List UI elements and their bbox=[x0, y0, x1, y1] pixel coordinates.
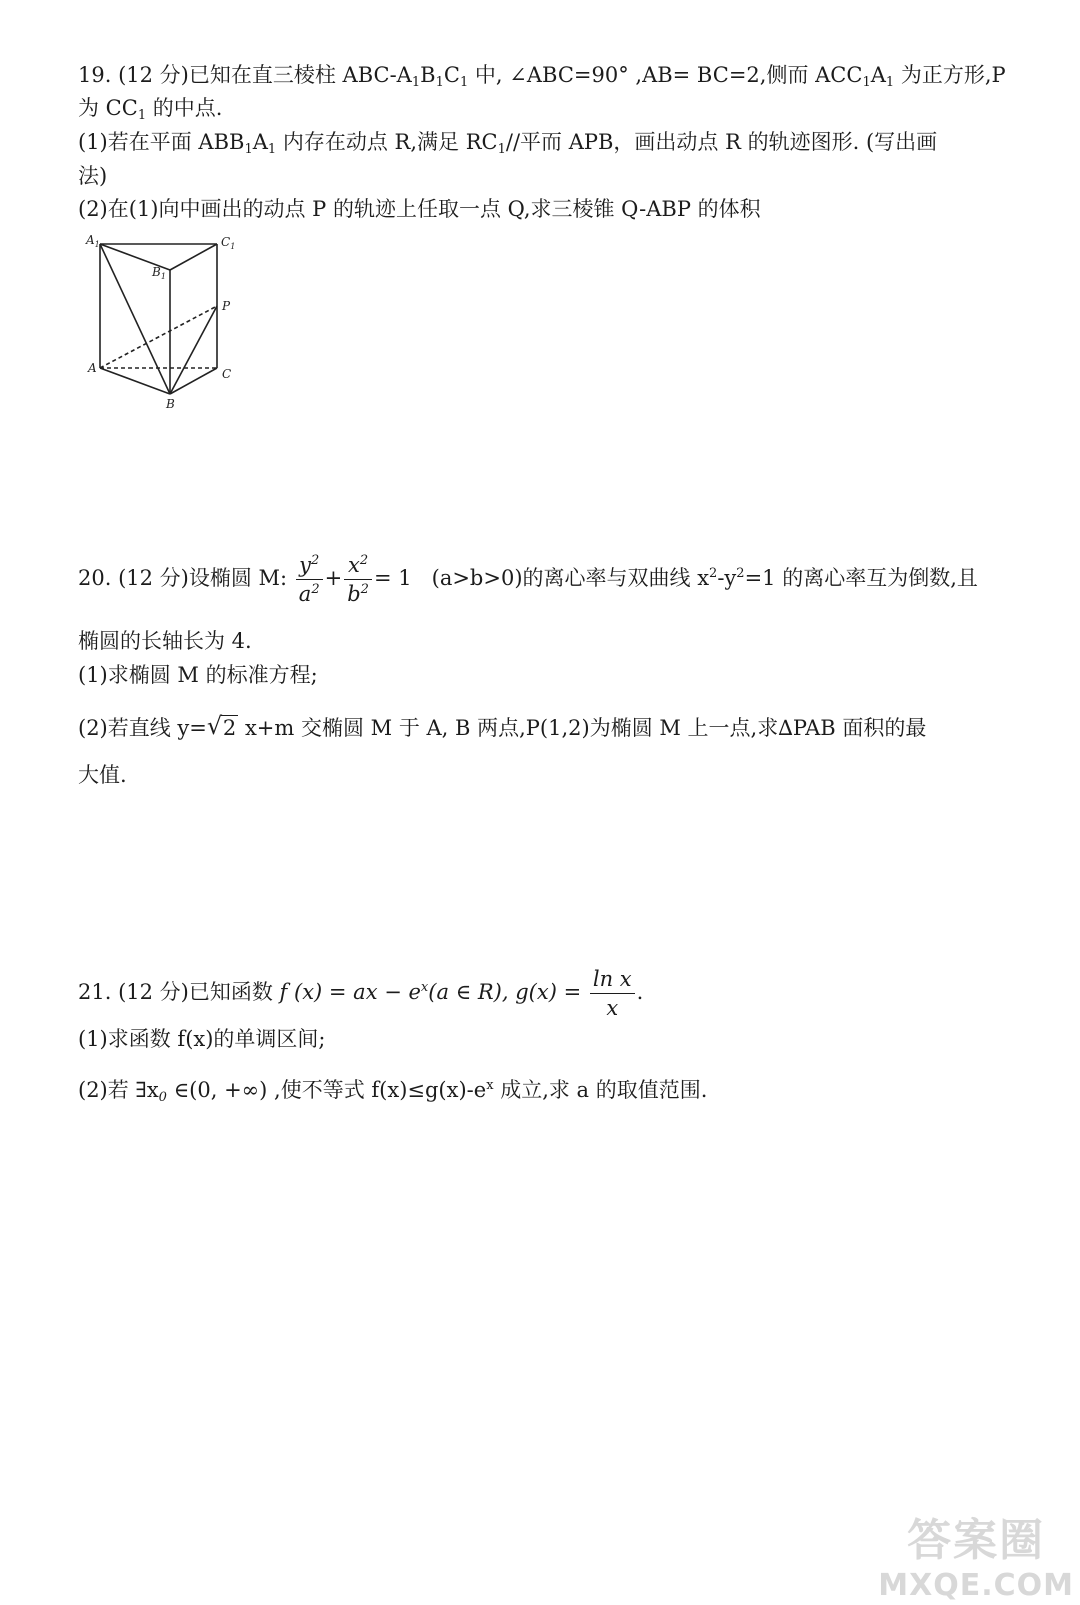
watermark-logo bbox=[878, 1504, 1074, 1603]
q19-line-1: 19. (12 分)已知在直三棱柱 ABC-$A_1B_1C_1$ 中, ∠ABC=90° ,AB= BC=2,侧而 $ACC_1A_1$ 为正方形,P bbox=[78, 63, 1006, 90]
q20-part2: (2)若直线 y= √ 2 x+m 交椭圆 M 于 A, B 两点,P(1,2)为椭圆 M 上一点,求∆PAB 面积的最 bbox=[78, 713, 926, 743]
label-A: A bbox=[88, 361, 97, 375]
watermark-url: MXQE.COM bbox=[878, 1568, 1074, 1603]
label-C1: $C_1$ bbox=[221, 235, 236, 251]
q21-part1: (1)求函数 f(x)的单调区间; bbox=[78, 1027, 326, 1051]
q19-part1: (1)若在平面 $ABB_1A_1$ 内存在动点 R,满足 $RC_1//$平而 APB，画出动点 R 的轨迹图形. (写出画 bbox=[78, 130, 938, 157]
fraction-x2-b2: $\frac{x^2}{b^2}$ bbox=[344, 551, 372, 608]
label-B: B bbox=[166, 397, 175, 411]
fraction-y2-a2: $\frac{y^2}{a^2}$ bbox=[296, 551, 323, 608]
q19-line-2: 为 $CC_1$ 的中点. bbox=[78, 96, 223, 123]
fraction-lnx-x: $\frac{\text{ln x}}{x}$ bbox=[590, 965, 635, 1022]
label-B1: $B_1$ bbox=[152, 265, 166, 281]
edge-B1C1 bbox=[170, 244, 217, 270]
q20-line-1: 20. (12 分)设椭圆 M: $\frac{y^2}{a^2}$ + $\frac{x^2}{b^2}$ = 1 (a>b>0)的离心率与双曲线 $x^2-y^2=1$ 的离心率互为倒数,且 bbox=[78, 553, 978, 606]
sqrt-2: √ 2 bbox=[206, 712, 237, 740]
q20-part1: (1)求椭圆 M 的标准方程; bbox=[78, 663, 318, 687]
segment-AP-hidden bbox=[100, 306, 217, 368]
q21-line-1: 21. (12 分)已知函数 f (x) = ax − $e^x(a$ ∈ R), g(x) = $\frac{\text{ln x}}{x}$ . bbox=[78, 967, 644, 1020]
label-C: C bbox=[222, 367, 232, 381]
prism-figure bbox=[82, 232, 242, 412]
q19-part1-cont: 法) bbox=[78, 164, 108, 188]
q19-part2: (2)在(1)向中画出的动点 P 的轨迹上任取一点 Q,求三棱锥 Q-ABP 的体积 bbox=[78, 197, 761, 221]
label-A1: $A_1$ bbox=[86, 233, 100, 249]
watermark-text: 答案圈 bbox=[907, 1515, 1046, 1566]
label-P: P bbox=[222, 299, 231, 313]
q20-part2-cont: 大值. bbox=[78, 763, 127, 787]
q20-line-2: 椭圆的长轴长为 4. bbox=[78, 629, 252, 653]
q21-part2: (2)若 $\exists x_0$ ∈(0, +∞) ,使不等式 $f(x)\le g(x)-e^x$ 成立,求 a 的取值范围. bbox=[78, 1078, 708, 1105]
